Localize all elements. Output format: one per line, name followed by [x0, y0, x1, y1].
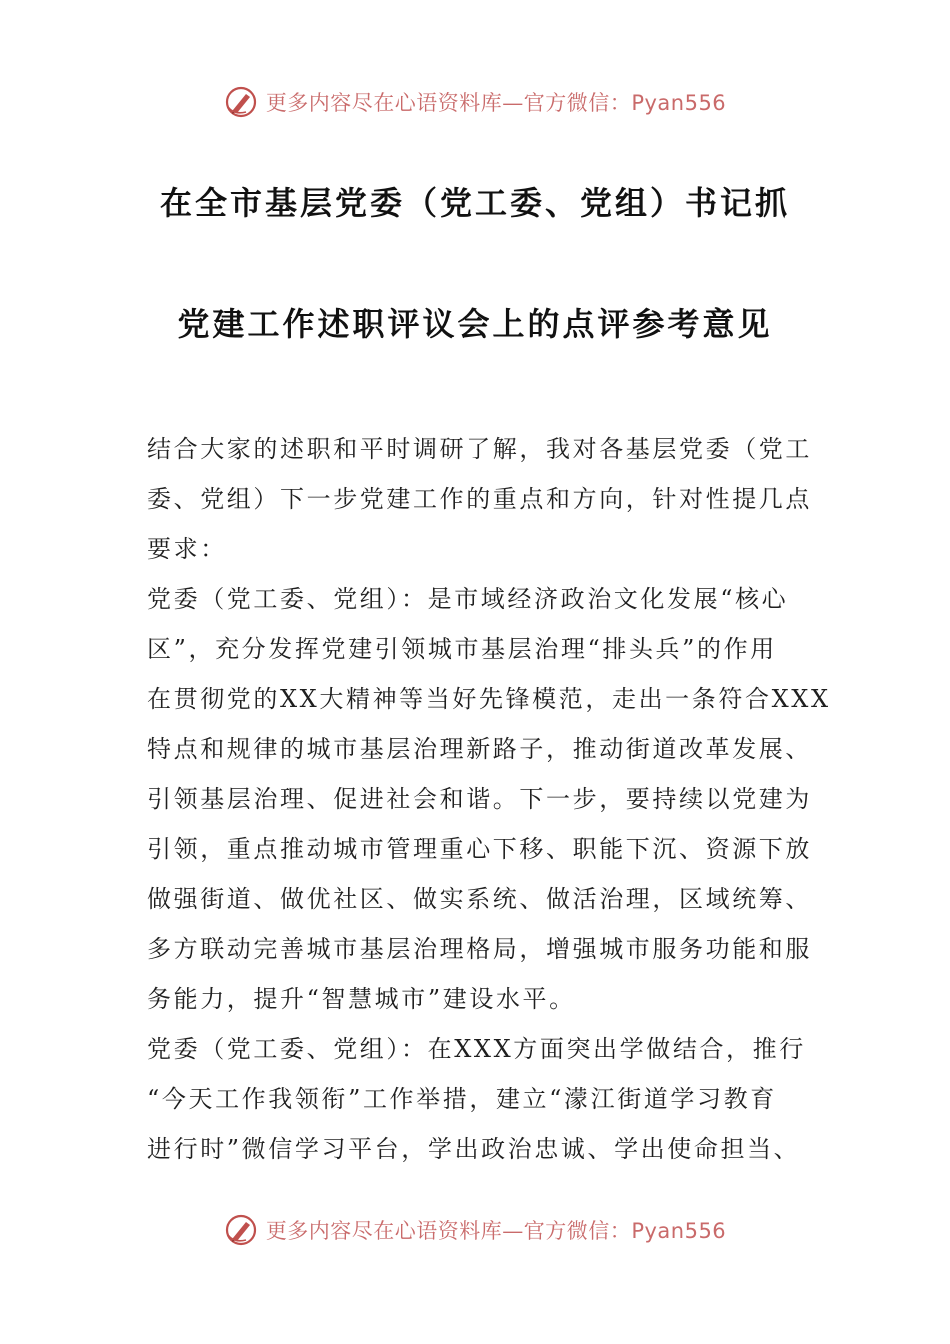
body-line: 党委（党工委、党组）：在XXX方面突出学做结合，推行: [147, 1035, 806, 1063]
watermark-text: 更多内容尽在心语资料库—官方微信：Pyan556: [265, 1219, 727, 1243]
body-line: 引领，重点推动城市管理重心下移、职能下沉、资源下放: [147, 835, 812, 863]
watermark-handle: Pyan556: [631, 1219, 727, 1243]
body-line: 引领基层治理、促进社会和谐。下一步，要持续以党建为: [147, 785, 812, 813]
header-watermark: [0, 82, 950, 122]
body-line: 区”，充分发挥党建引领城市基层治理“排头兵”的作用: [147, 635, 777, 663]
document-title-line-2: 党建工作述职评议会上的点评参考意见: [177, 305, 773, 343]
body-line: 要求：: [147, 535, 227, 563]
body-line: 在贯彻党的XX大精神等当好先锋模范，走出一条符合XXX: [147, 685, 831, 713]
pen-circle-logo-icon: [224, 1213, 258, 1247]
body-line: 做强街道、做优社区、做实系统、做活治理，区域统筹、: [147, 885, 812, 913]
body-line: 党委（党工委、党组）：是市域经济政治文化发展“核心: [147, 585, 789, 613]
body-line: 结合大家的述职和平时调研了解，我对各基层党委（党工: [147, 435, 812, 463]
document-body: [147, 424, 831, 1174]
body-line: 多方联动完善城市基层治理格局，增强城市服务功能和服: [147, 935, 812, 963]
body-line: 务能力，提升“智慧城市”建设水平。: [147, 985, 576, 1013]
footer-watermark: [0, 1210, 950, 1250]
body-line: 特点和规律的城市基层治理新路子，推动街道改革发展、: [147, 735, 812, 763]
document-title-line-1: 在全市基层党委（党工委、党组）书记抓: [159, 184, 790, 222]
pen-circle-logo-icon: [224, 85, 258, 119]
body-line: “今天工作我领衔”工作举措，建立“濛江街道学习教育: [147, 1085, 777, 1113]
watermark-handle: Pyan556: [631, 91, 727, 115]
body-line: 委、党组）下一步党建工作的重点和方向，针对性提几点: [147, 485, 812, 513]
body-line: 进行时”微信学习平台，学出政治忠诚、学出使命担当、: [147, 1135, 801, 1163]
watermark-text: 更多内容尽在心语资料库—官方微信：Pyan556: [265, 91, 727, 115]
